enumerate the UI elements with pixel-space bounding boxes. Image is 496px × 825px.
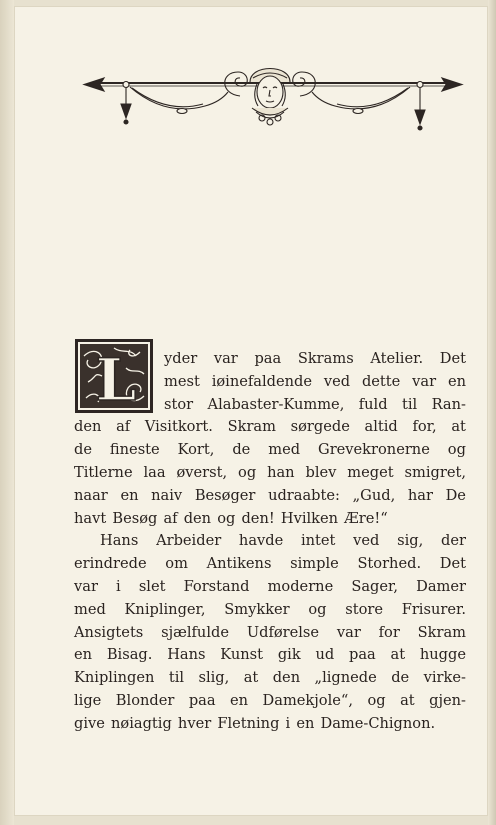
word: paa xyxy=(348,646,376,664)
word: Ran- xyxy=(431,395,466,413)
word: Smykker xyxy=(224,600,290,618)
word: at xyxy=(451,418,466,436)
word: Antikens xyxy=(206,555,272,573)
word: nøiagtig xyxy=(111,714,172,732)
word: lige xyxy=(74,691,102,709)
word: de xyxy=(391,669,410,687)
drop-cap-letter: L xyxy=(95,346,137,414)
word: Udførelse xyxy=(246,623,320,641)
word: dette xyxy=(361,372,401,390)
text-line xyxy=(74,530,466,553)
word: Det xyxy=(439,555,466,573)
word: den xyxy=(183,509,212,527)
word: og xyxy=(447,441,466,459)
word: moderne xyxy=(267,577,334,595)
word: en xyxy=(447,372,466,390)
word: De xyxy=(445,486,466,504)
word: gik xyxy=(277,646,301,664)
word: var xyxy=(336,623,361,641)
headpiece-ornament-icon xyxy=(70,62,470,142)
word: Atelier. xyxy=(370,350,424,367)
word: Besøg xyxy=(112,509,158,527)
word: Bisag. xyxy=(106,646,153,664)
word: at xyxy=(243,669,259,687)
word: med xyxy=(74,600,106,618)
word: intet xyxy=(300,532,336,550)
page-edge xyxy=(488,0,496,825)
word: fineste xyxy=(109,441,160,459)
word: Kunst xyxy=(220,646,264,664)
word: den! xyxy=(241,509,275,527)
word: give xyxy=(74,714,105,732)
book-gutter xyxy=(0,0,14,825)
text-line xyxy=(74,667,466,690)
word: iøinefaldende xyxy=(211,372,312,390)
word: og xyxy=(217,509,236,527)
word: Skrams xyxy=(297,350,354,367)
word: en xyxy=(120,486,139,504)
text-line xyxy=(74,713,466,736)
word: der xyxy=(441,532,466,550)
word: til xyxy=(168,669,185,687)
word: og xyxy=(308,600,327,618)
word: de xyxy=(74,441,92,459)
text-line xyxy=(74,690,466,713)
word: naiv xyxy=(151,486,183,504)
word: mest xyxy=(164,372,200,390)
word: slet xyxy=(138,577,166,595)
text-line xyxy=(74,622,466,645)
word: Ære!“ xyxy=(344,509,388,527)
word: sig, xyxy=(397,532,424,550)
word: blev xyxy=(305,463,337,481)
word: Ansigtets xyxy=(74,623,144,641)
word: i xyxy=(116,577,121,595)
word: Alabaster-Kumme, xyxy=(207,395,345,413)
word: Hvilken xyxy=(280,509,339,527)
word: Skram xyxy=(417,623,466,641)
word: paa xyxy=(254,350,282,367)
text-line xyxy=(74,416,466,439)
word: Besøger xyxy=(194,486,256,504)
word: ved xyxy=(323,372,351,390)
word: store xyxy=(345,600,383,618)
word: var xyxy=(412,372,437,390)
word: for, xyxy=(412,418,437,436)
text-line xyxy=(74,394,466,417)
text-line xyxy=(74,508,466,531)
word: ud xyxy=(315,646,335,664)
word: „lignede xyxy=(314,669,377,687)
word: Kniplinger, xyxy=(124,600,206,618)
word: Forstand xyxy=(183,577,250,595)
word: af xyxy=(116,418,131,436)
word: en xyxy=(74,646,93,664)
word: de xyxy=(232,441,251,459)
word: Fletning xyxy=(217,714,280,732)
word: har xyxy=(407,486,433,504)
word: en xyxy=(296,714,315,732)
word: Sager, xyxy=(351,577,399,595)
word: fuld xyxy=(358,395,388,413)
word: Arbeider xyxy=(156,532,222,550)
word: med xyxy=(268,441,301,459)
word: Visitkort. xyxy=(144,418,213,436)
word: var xyxy=(213,350,238,367)
text-line xyxy=(74,599,466,622)
word: til xyxy=(401,395,418,413)
word: erindrede xyxy=(74,555,147,573)
word: øverst, xyxy=(176,463,228,481)
word: Damer xyxy=(416,577,466,595)
body-text xyxy=(74,348,466,736)
word: Hans xyxy=(167,646,206,664)
word: Det xyxy=(439,350,466,367)
word: den xyxy=(74,418,102,436)
word: sørgede xyxy=(290,418,350,436)
word: stor xyxy=(164,395,194,413)
word: hugge xyxy=(419,646,466,664)
word: Titlerne xyxy=(74,463,133,481)
word: og xyxy=(238,463,257,481)
word: Dame-Chignon. xyxy=(320,714,436,732)
text-line xyxy=(74,644,466,667)
text-line xyxy=(74,553,466,576)
word: smigret, xyxy=(404,463,466,481)
word: en xyxy=(230,691,249,709)
word: yder xyxy=(164,350,198,367)
word: ved xyxy=(353,532,380,550)
word: at xyxy=(400,691,415,709)
text-line xyxy=(74,576,466,599)
text-line xyxy=(74,439,466,462)
text-line xyxy=(74,371,466,394)
word: „Gud, xyxy=(352,486,396,504)
word: Skram xyxy=(227,418,276,436)
word: meget xyxy=(347,463,394,481)
word: havde xyxy=(238,532,284,550)
word: for xyxy=(378,623,400,641)
word: laa xyxy=(143,463,166,481)
word: hver xyxy=(177,714,212,732)
word: simple xyxy=(290,555,339,573)
word: af xyxy=(163,509,178,527)
word: og xyxy=(367,691,386,709)
word: han xyxy=(267,463,295,481)
word: var xyxy=(74,577,98,595)
word: altid xyxy=(364,418,398,436)
word: at xyxy=(390,646,406,664)
word: gjen- xyxy=(429,691,466,709)
word: Storhed. xyxy=(357,555,422,573)
word: om xyxy=(165,555,188,573)
text-line xyxy=(74,462,466,485)
word: udraabte: xyxy=(268,486,340,504)
word: Kort, xyxy=(177,441,215,459)
word: havt xyxy=(74,509,107,527)
word: virke- xyxy=(423,669,466,687)
word: sjælfulde xyxy=(161,623,229,641)
text-line xyxy=(74,348,466,371)
word: Kniplingen xyxy=(74,669,155,687)
word: Damekjole“, xyxy=(262,691,353,709)
word: Hans xyxy=(100,532,139,550)
word: i xyxy=(285,714,291,732)
word: Grevekronerne xyxy=(318,441,430,459)
text-line xyxy=(74,485,466,508)
word: Blonder xyxy=(115,691,175,709)
word: Frisurer. xyxy=(401,600,466,618)
word: slig, xyxy=(198,669,230,687)
word: paa xyxy=(188,691,216,709)
word: naar xyxy=(74,486,108,504)
word: den xyxy=(272,669,301,687)
